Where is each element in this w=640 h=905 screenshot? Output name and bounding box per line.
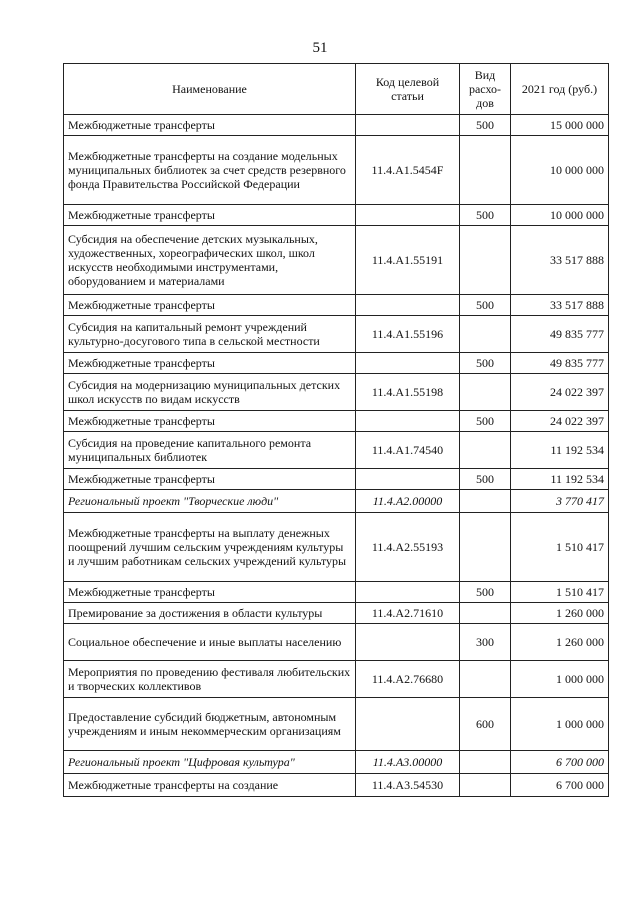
row-name: Межбюджетные трансферты [64, 353, 356, 374]
row-code: 11.4.А1.55198 [356, 374, 460, 411]
row-vid: 300 [460, 624, 511, 661]
row-code: 11.4.А2.55193 [356, 513, 460, 582]
row-name: Мероприятия по проведению фестиваля любительских и творческих коллективов [64, 661, 356, 698]
row-vid: 500 [460, 115, 511, 136]
row-code: 11.4.А1.55191 [356, 226, 460, 295]
row-vid: 600 [460, 698, 511, 751]
row-name: Премирование за достижения в области культуры [64, 603, 356, 624]
table-row [64, 432, 609, 469]
row-name: Межбюджетные трансферты на выплату денежных поощрений лучшим сельским учреждениям культуры и лучшим работникам сельских учреждений культуры [64, 513, 356, 582]
row-vid [460, 432, 511, 469]
row-code [356, 582, 460, 603]
row-vid [460, 316, 511, 353]
row-name: Региональный проект "Творческие люди" [64, 490, 356, 513]
row-vid: 500 [460, 469, 511, 490]
row-vid [460, 513, 511, 582]
row-sum: 1 000 000 [511, 698, 609, 751]
row-name: Межбюджетные трансферты [64, 205, 356, 226]
row-sum: 10 000 000 [511, 136, 609, 205]
row-vid [460, 661, 511, 698]
row-vid [460, 490, 511, 513]
table-header-row [64, 64, 609, 115]
table-row [64, 774, 609, 797]
row-code [356, 411, 460, 432]
row-code [356, 115, 460, 136]
row-name: Межбюджетные трансферты [64, 115, 356, 136]
table-row [64, 226, 609, 295]
row-name: Субсидия на модернизацию муниципальных детских школ искусств по видам искусств [64, 374, 356, 411]
row-sum: 1 510 417 [511, 513, 609, 582]
table-row [64, 698, 609, 751]
row-code: 11.4.А1.5454F [356, 136, 460, 205]
row-sum: 49 835 777 [511, 353, 609, 374]
table-row [64, 136, 609, 205]
table-row [64, 582, 609, 603]
row-name: Межбюджетные трансферты [64, 295, 356, 316]
row-name: Региональный проект "Цифровая культура" [64, 751, 356, 774]
page-number: 51 [312, 40, 328, 56]
row-code: 11.4.А3.54530 [356, 774, 460, 797]
table-row [64, 751, 609, 774]
table-row [64, 205, 609, 226]
row-code [356, 469, 460, 490]
row-sum: 1 000 000 [511, 661, 609, 698]
row-vid: 500 [460, 411, 511, 432]
header-code: Код целевой статьи [356, 64, 460, 115]
row-code [356, 205, 460, 226]
table-row [64, 603, 609, 624]
row-sum: 1 510 417 [511, 582, 609, 603]
row-sum: 6 700 000 [511, 774, 609, 797]
header-vid: Вид расхо-дов [460, 64, 511, 115]
table-row [64, 469, 609, 490]
table-row [64, 411, 609, 432]
row-code: 11.4.А1.55196 [356, 316, 460, 353]
table-row [64, 624, 609, 661]
row-vid [460, 226, 511, 295]
row-vid: 500 [460, 205, 511, 226]
row-sum: 3 770 417 [511, 490, 609, 513]
header-sum: 2021 год (руб.) [511, 64, 609, 115]
row-vid [460, 374, 511, 411]
row-vid: 500 [460, 295, 511, 316]
row-code: 11.4.А2.00000 [356, 490, 460, 513]
row-sum: 6 700 000 [511, 751, 609, 774]
row-vid: 500 [460, 582, 511, 603]
row-sum: 15 000 000 [511, 115, 609, 136]
row-name: Межбюджетные трансферты [64, 411, 356, 432]
row-code: 11.4.А2.76680 [356, 661, 460, 698]
row-code: 11.4.А2.71610 [356, 603, 460, 624]
row-code [356, 624, 460, 661]
table-row [64, 316, 609, 353]
row-name: Субсидия на проведение капитального ремонта муниципальных библиотек [64, 432, 356, 469]
row-sum: 1 260 000 [511, 603, 609, 624]
row-sum: 11 192 534 [511, 432, 609, 469]
header-name: Наименование [64, 64, 356, 115]
row-code [356, 698, 460, 751]
row-name: Межбюджетные трансферты [64, 582, 356, 603]
row-vid [460, 136, 511, 205]
row-name: Межбюджетные трансферты на создание модельных муниципальных библиотек за счет средств резервного фонда Правительства Российской Федерации [64, 136, 356, 205]
table-row [64, 513, 609, 582]
row-sum: 24 022 397 [511, 411, 609, 432]
table-row [64, 115, 609, 136]
row-vid [460, 751, 511, 774]
row-vid [460, 774, 511, 797]
table-row [64, 353, 609, 374]
row-name: Межбюджетные трансферты на создание [64, 774, 356, 797]
row-code [356, 353, 460, 374]
row-sum: 11 192 534 [511, 469, 609, 490]
table-row [64, 295, 609, 316]
row-name: Предоставление субсидий бюджетным, автономным учреждениям и иным некоммерческим организациям [64, 698, 356, 751]
row-name: Субсидия на обеспечение детских музыкальных, художественных, хореографических школ, школ искусств необходимыми инструментами, оборудованием и материалами [64, 226, 356, 295]
table-body [64, 115, 609, 797]
row-sum: 10 000 000 [511, 205, 609, 226]
budget-table [63, 63, 609, 797]
row-vid [460, 603, 511, 624]
row-name: Социальное обеспечение и иные выплаты населению [64, 624, 356, 661]
row-name: Межбюджетные трансферты [64, 469, 356, 490]
table-row [64, 661, 609, 698]
table-row [64, 374, 609, 411]
row-code: 11.4.А3.00000 [356, 751, 460, 774]
row-sum: 33 517 888 [511, 295, 609, 316]
row-vid: 500 [460, 353, 511, 374]
row-code [356, 295, 460, 316]
row-sum: 33 517 888 [511, 226, 609, 295]
row-sum: 24 022 397 [511, 374, 609, 411]
table-row [64, 490, 609, 513]
row-code: 11.4.А1.74540 [356, 432, 460, 469]
row-name: Субсидия на капитальный ремонт учреждений культурно-досугового типа в сельской местности [64, 316, 356, 353]
row-sum: 49 835 777 [511, 316, 609, 353]
row-sum: 1 260 000 [511, 624, 609, 661]
